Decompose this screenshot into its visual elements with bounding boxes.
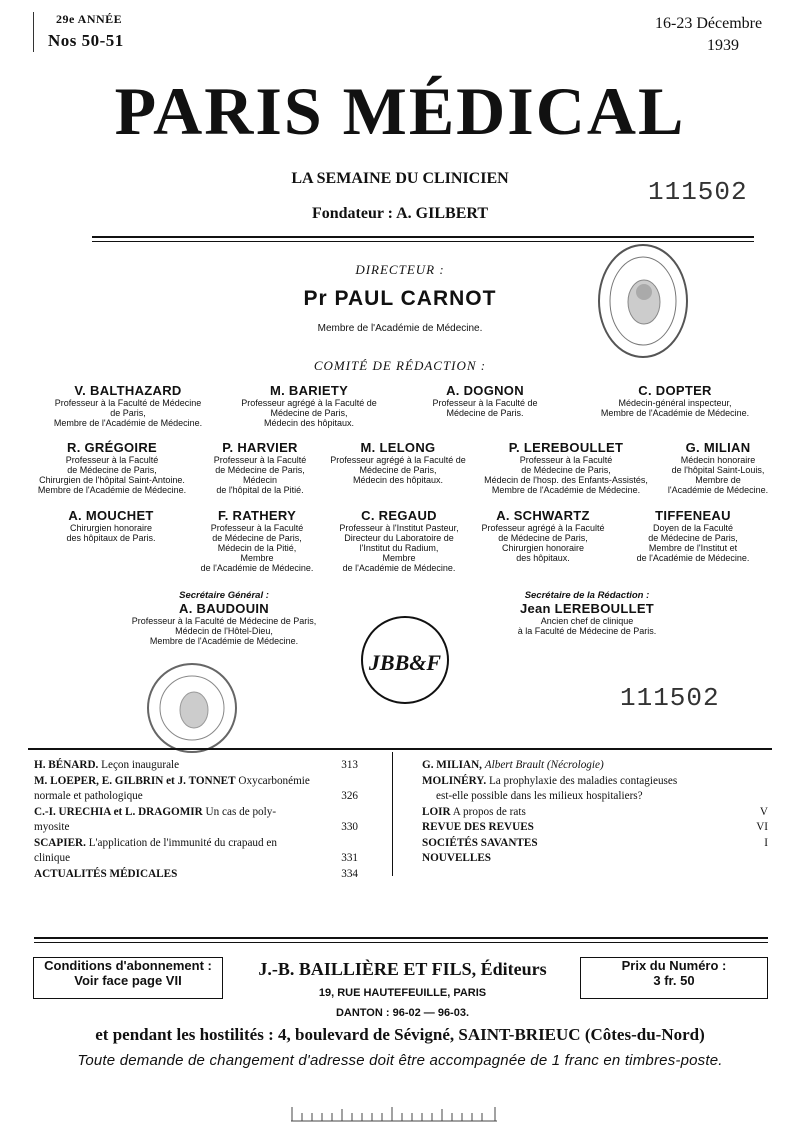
toc-entry: MOLINÉRY. La prophylaxie des maladies contagieuses: [422, 774, 678, 787]
toc-entry: H. BÉNARD. Leçon inaugurale 313: [34, 759, 358, 771]
committee-member: [620, 508, 766, 563]
publisher-logo-icon: [359, 614, 451, 706]
price-label: Prix du Numéro :: [621, 958, 727, 973]
toc-entry: C.-I. URECHIA et L. DRAGOMIR Un cas de poly-: [34, 805, 277, 818]
member-desc: Professeur agrégé à la Faculté de Médecine de Paris, Médecin des hôpitaux.: [241, 398, 377, 428]
member-desc: Professeur à la Faculté de Médecine de Paris, Chirurgien de l'hôpital Saint-Antoine. Membre de l'Académie de Médecine.: [37, 455, 187, 495]
member-name: TIFFENEAU: [655, 508, 731, 523]
member-desc: Professeur à l'Institut Pasteur, Directeur du Laboratoire de l'Institut du Radium, Membre de l'Académie de Médecine.: [339, 523, 459, 573]
toc-entry: LOIR A propos de rats V: [422, 805, 768, 818]
director-label: DIRECTEUR :: [355, 262, 445, 277]
secretary-redaction-desc: Ancien chef de clinique à la Faculté de Médecine de Paris.: [517, 616, 657, 636]
library-stamp-icon: [142, 658, 242, 758]
toc-entry: M. LOEPER, E. GILBRIN et J. TONNET Oxycarbonémie: [34, 774, 310, 787]
toc-entry: ACTUALITÉS MÉDICALES 334: [34, 867, 358, 880]
founder-line: Fondateur : A. GILBERT: [311, 205, 489, 222]
issue-number: Nos 50-51: [48, 31, 124, 50]
secretary-general-label: Secrétaire Général :: [179, 590, 269, 601]
year-label: 29e ANNÉE: [56, 12, 123, 26]
subscription-ref: Voir face page VII: [74, 973, 182, 988]
member-desc: Professeur agrégé à la Faculté de Médecine de Paris, Médecin des hôpitaux.: [330, 455, 466, 485]
member-desc: Chirurgien honoraire des hôpitaux de Paris.: [66, 523, 156, 543]
committee-member: [326, 508, 472, 573]
committee-member: [190, 508, 324, 573]
secretary-redaction-name: Jean LEREBOULLET: [519, 601, 655, 616]
member-desc: Professeur à la Faculté de Médecine de Paris, Médecin de la Pitié, Membre de l'Académie de Médecine.: [200, 523, 314, 573]
committee-member: [40, 508, 182, 543]
member-name: R. GRÉGOIRE: [67, 440, 157, 455]
journal-title: PARIS MÉDICAL: [114, 73, 686, 149]
margin-mark: [33, 12, 34, 52]
subscription-label: Conditions d'abonnement :: [44, 958, 212, 973]
member-name: A. DOGNON: [446, 383, 524, 398]
secretary-general-desc: Professeur à la Faculté de Médecine de Paris, Médecin de l'Hôtel-Dieu, Membre de l'Académie de Médecine.: [131, 616, 317, 646]
member-desc: Médecin-général inspecteur, Membre de l'Académie de Médecine.: [600, 398, 750, 418]
committee-member: [24, 440, 200, 495]
toc-entry: normale et pathologique 326: [34, 790, 358, 802]
price-box: [580, 957, 768, 999]
committee-member: [410, 383, 560, 418]
publisher-name: J.-B. BAILLIÈRE ET FILS, Éditeurs: [258, 959, 547, 979]
member-name: G. MILIAN: [685, 440, 751, 455]
member-name: C. REGAUD: [361, 508, 437, 523]
committee-member: [198, 440, 322, 495]
toc-entry: SCAPIER. L'application de l'immunité du crapaud en: [34, 836, 277, 849]
member-desc: Professeur à la Faculté de Médecine de Paris, Médecin de l'hôpital de la Pitié.: [213, 455, 307, 495]
wartime-address: et pendant les hostilités : 4, boulevard de Sévigné, SAINT-BRIEUC (Côtes-du-Nord): [95, 1025, 705, 1044]
secretary-redaction-label: Secrétaire de la Rédaction :: [524, 590, 650, 601]
header-rule-thin: [92, 241, 754, 242]
toc-entry: REVUE DES REVUES VI: [422, 821, 768, 833]
committee-member: [652, 440, 784, 495]
toc-entry: est-elle possible dans les milieux hospitaliers?: [436, 790, 643, 802]
address-change-notice: Toute demande de changement d'adresse doit être accompagnée de 1 franc en timbres-poste.: [77, 1052, 723, 1069]
toc-entry: myosite 330: [34, 821, 358, 833]
secretary-general: [100, 590, 348, 646]
subscription-box: [33, 957, 223, 999]
director-role: Membre de l'Académie de Médecine.: [317, 323, 483, 334]
committee-member: [580, 383, 770, 418]
toc-right-column: [422, 758, 768, 867]
toc-left-column: [34, 758, 358, 882]
member-name: M. LELONG: [360, 440, 436, 455]
toc-divider: [392, 752, 393, 876]
member-name: V. BALTHAZARD: [74, 383, 182, 398]
committee-member: [226, 383, 392, 428]
secretary-redaction: [480, 590, 694, 636]
publisher-phone: DANTON : 96-02 — 96-03.: [335, 1007, 470, 1019]
member-name: F. RATHERY: [217, 508, 297, 523]
logo-monogram: JBB&F: [368, 650, 442, 675]
issue-date: 16-23 Décembre: [655, 15, 763, 32]
member-desc: Professeur à la Faculté de Médecine de Paris.: [432, 398, 538, 418]
inventory-number-stamp: 111502: [648, 177, 748, 207]
journal-subtitle: LA SEMAINE DU CLINICIEN: [291, 170, 509, 187]
member-desc: Professeur à la Faculté de Médecine de Paris, Membre de l'Académie de Médecine.: [53, 398, 203, 428]
footer-rule-thin: [34, 942, 768, 943]
toc-top-rule: [28, 748, 772, 750]
member-name: C. DOPTER: [638, 383, 712, 398]
member-name: P. LEREBOULLET: [508, 440, 624, 455]
committee-member: [318, 440, 478, 485]
member-desc: Professeur à la Faculté de Médecine de Paris, Médecin de l'hosp. des Enfants-Assistés, Membre de l'Académie de Médecine.: [484, 455, 648, 495]
member-name: A. MOUCHET: [68, 508, 154, 523]
member-desc: Professeur agrégé à la Faculté de Médecine de Paris, Chirurgien honoraire des hôpitaux.: [481, 523, 605, 563]
toc-entry: clinique 331: [34, 852, 358, 864]
issue-year: 1939: [707, 37, 739, 54]
member-desc: Doyen de la Faculté de Médecine de Paris, Membre de l'Institut et de l'Académie de Médecine.: [636, 523, 750, 563]
scale-ruler-icon: [291, 1105, 497, 1123]
footer-rule: [34, 937, 768, 939]
price-value: 3 fr. 50: [653, 973, 695, 988]
inventory-number-stamp: 111502: [620, 683, 720, 713]
member-desc: Médecin honoraire de l'hôpital Saint-Louis, Membre de l'Académie de Médecine.: [667, 455, 769, 495]
header-rule: [92, 236, 754, 238]
member-name: M. BARIETY: [269, 383, 349, 398]
committee-member: [478, 440, 654, 495]
secretary-general-name: A. BAUDOUIN: [179, 601, 269, 616]
toc-entry: G. MILIAN, Albert Brault (Nécrologie): [422, 759, 604, 771]
member-name: P. HARVIER: [222, 440, 298, 455]
director-name: Pr PAUL CARNOT: [303, 287, 497, 310]
member-name: A. SCHWARTZ: [496, 508, 590, 523]
committee-label: COMITÉ DE RÉDACTION :: [313, 358, 487, 373]
toc-entry: SOCIÉTÉS SAVANTES I: [422, 836, 768, 849]
publisher-address: 19, RUE HAUTEFEUILLE, PARIS: [318, 987, 487, 999]
committee-member: [48, 383, 208, 428]
toc-entry: NOUVELLES: [422, 852, 492, 864]
committee-member: [470, 508, 616, 563]
